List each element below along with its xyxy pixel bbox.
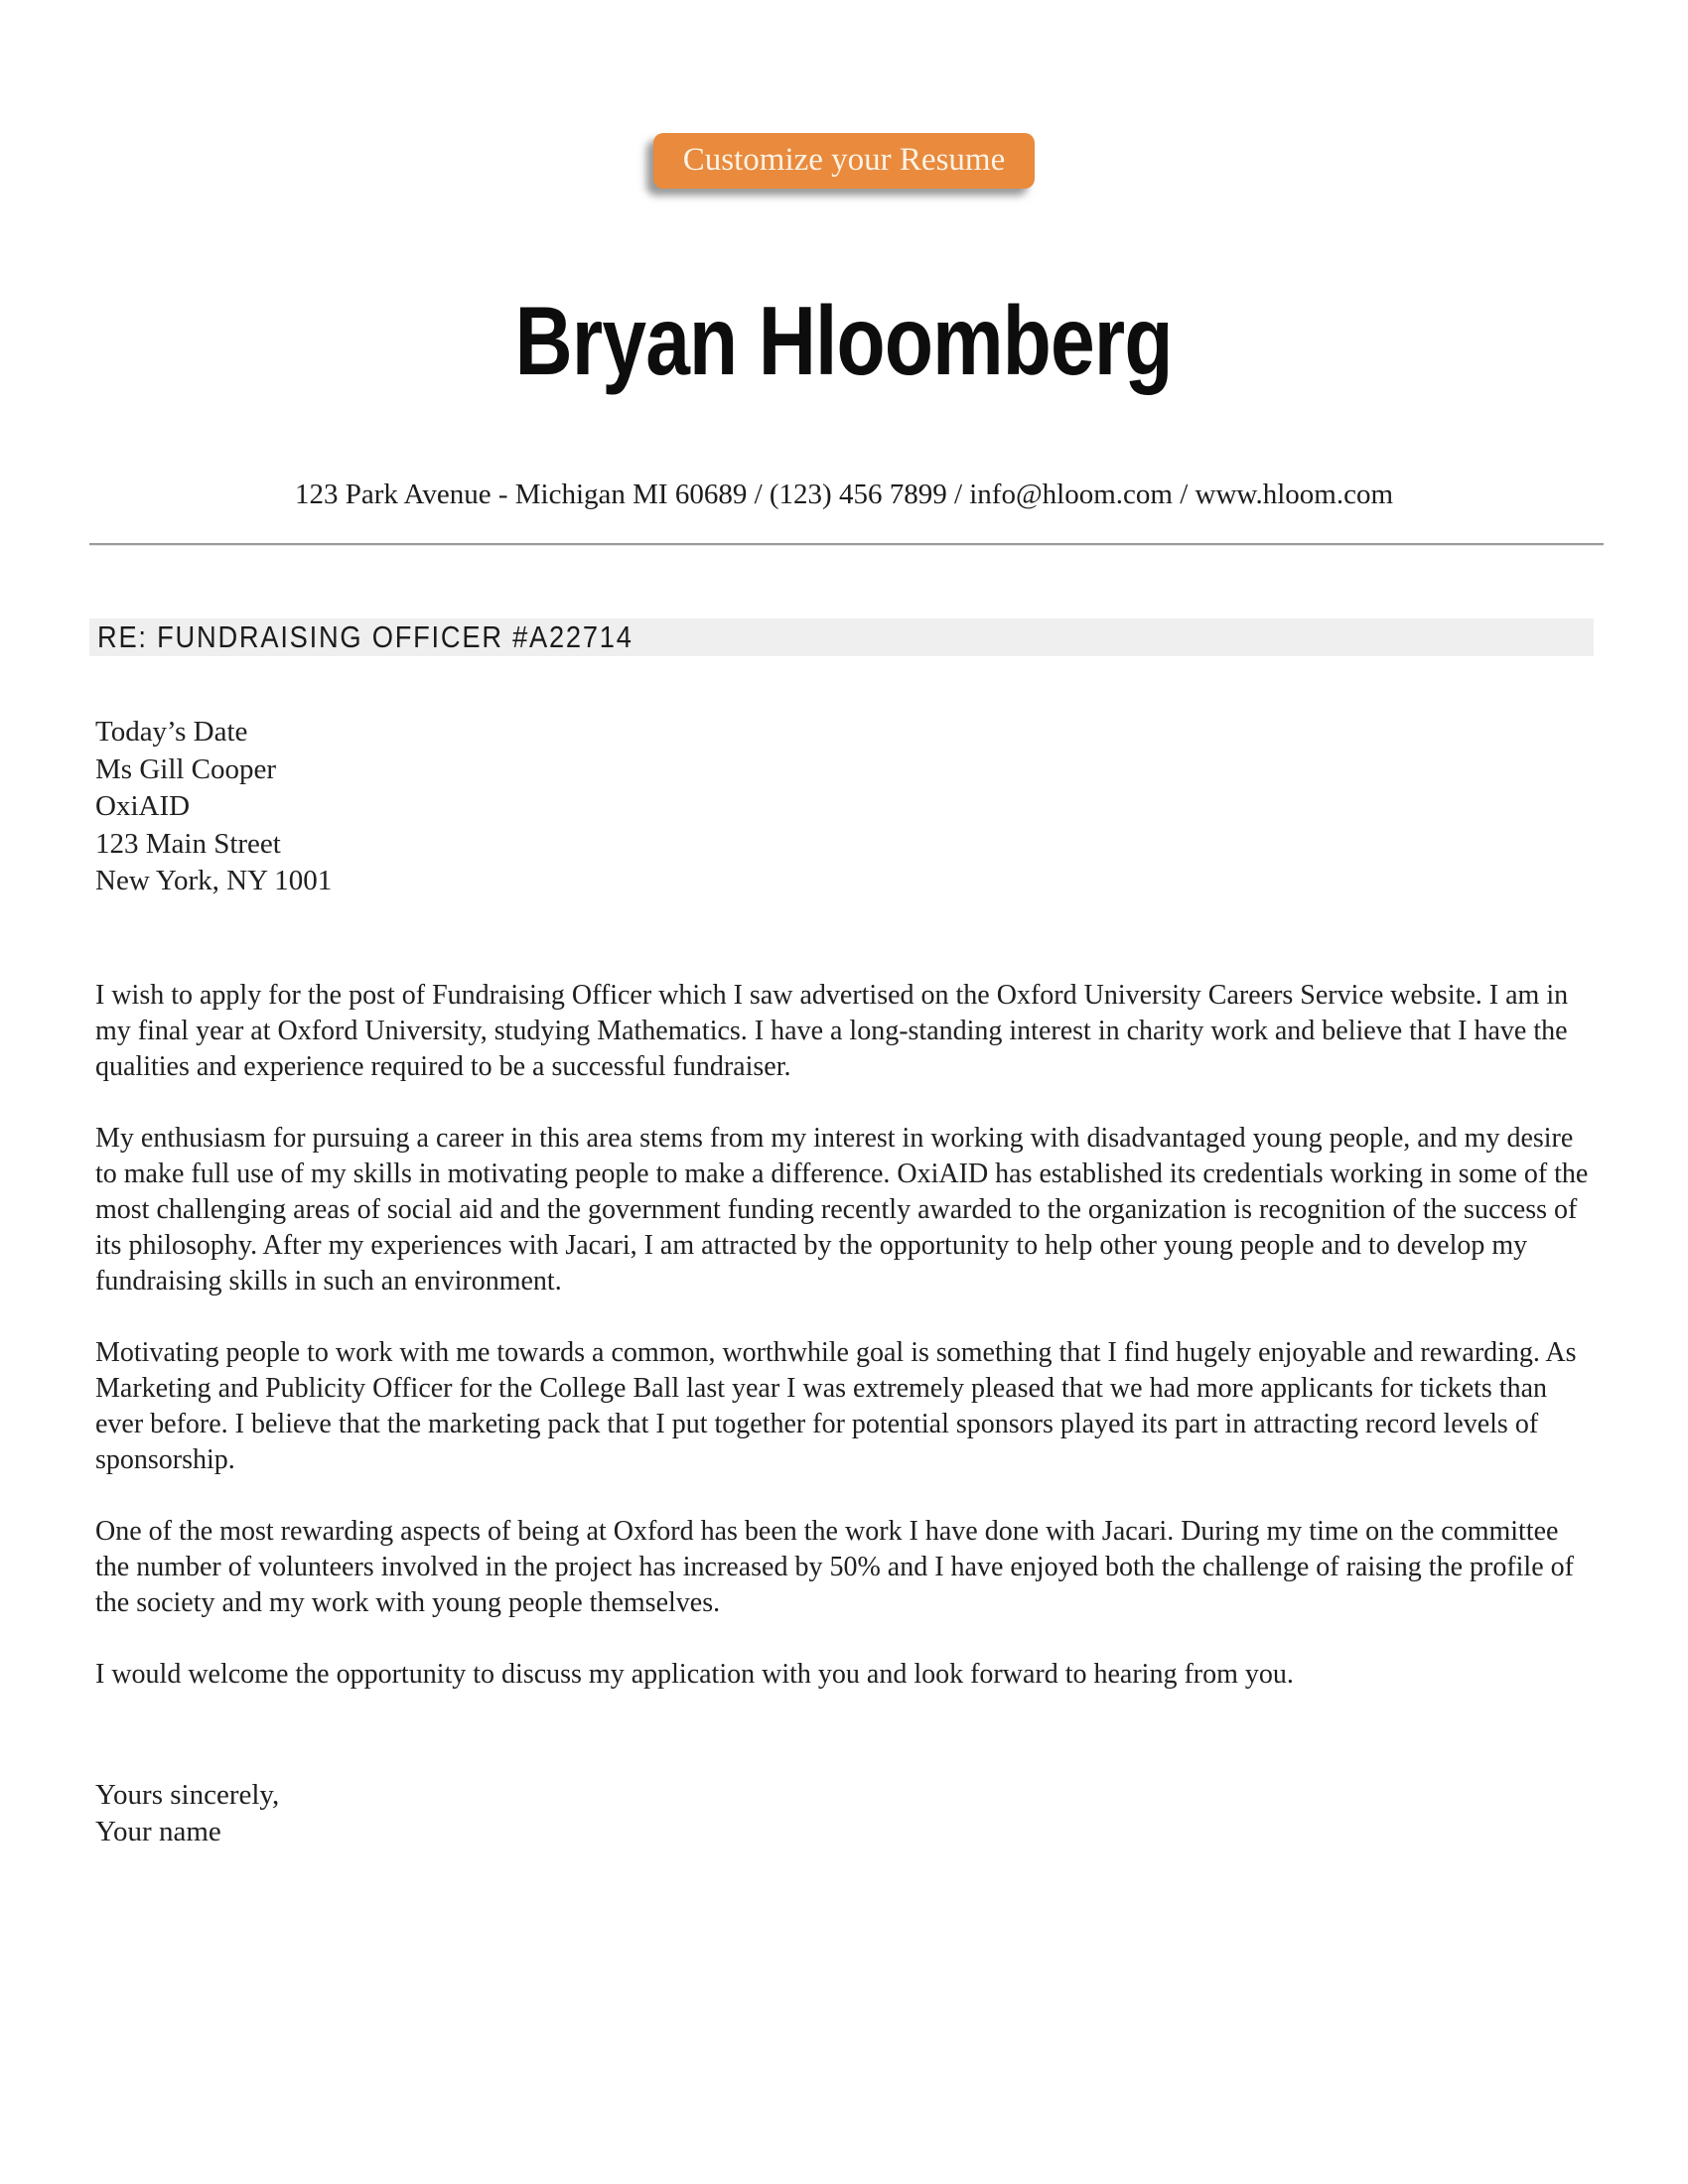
paragraph-5: I would welcome the opportunity to discuss my application with you and look forward to hearing from you.: [95, 1658, 1294, 1690]
recipient-line-date: Today’s Date: [95, 716, 248, 749]
header-divider: [89, 543, 1604, 546]
recipient-line-org: OxiAID: [95, 790, 191, 823]
closing-salutation: Yours sincerely,: [95, 1778, 280, 1811]
customize-resume-button[interactable]: Customize your Resume: [653, 133, 1035, 189]
recipient-line-name: Ms Gill Cooper: [95, 752, 277, 785]
subject-text: RE: FUNDRAISING OFFICER #A22714: [97, 619, 633, 655]
paragraph-2: My enthusiasm for pursuing a career in this area stems from my interest in working with disadvantaged young people, and my desire to make full use of my skills in motivating people to make a difference. OxiAID has established its credentials working in some of the most challenging areas of social aid and the government funding recently awarded to the organization is recognition of the success of its philosophy. After my experiences with Jacari, I am attracted by the opportunity to help other young people and to develop my fundraising skills in such an environment.: [95, 1122, 1589, 1297]
page-title: Bryan Hloomberg: [515, 285, 1173, 395]
subject-bar: [89, 618, 1594, 656]
name-row: [0, 226, 1688, 454]
closing-block: [95, 1777, 1589, 1850]
paragraph-4: One of the most rewarding aspects of being at Oxford has been the work I have done with Jacari. During my time on the committee the number of volunteers involved in the project has increased by 50% and I have enjoyed both the challenge of raising the profile of the society and my work with young people themselves.: [95, 1515, 1574, 1618]
paragraph-3: Motivating people to work with me towards a common, worthwhile goal is something that I find hugely enjoyable and rewarding. As Marketing and Publicity Officer for the College Ball last year I was extremely pleased that we had more applicants for tickets than ever before. I believe that the marketing pack that I put together for potential sponsors played its part in attracting record levels of sponsorship.: [95, 1336, 1577, 1475]
paragraph-1: I wish to apply for the post of Fundraising Officer which I saw advertised on the Oxford University Careers Service website. I am in my final year at Oxford University, studying Mathematics. I have a long-standing interest in charity work and believe that I have the qualities and experience required to be a successful fundraiser.: [95, 979, 1569, 1082]
recipient-line-street: 123 Main Street: [95, 827, 281, 860]
recipient-line-city: New York, NY 1001: [95, 865, 333, 897]
recipient-block: [95, 714, 1589, 900]
contact-line: 123 Park Avenue - Michigan MI 60689 / (123) 456 7899 / info@hloom.com / www.hloom.com: [294, 478, 1394, 511]
closing-signature: Your name: [95, 1815, 221, 1847]
button-row: [0, 0, 1688, 189]
letter-body: [95, 714, 1589, 1850]
